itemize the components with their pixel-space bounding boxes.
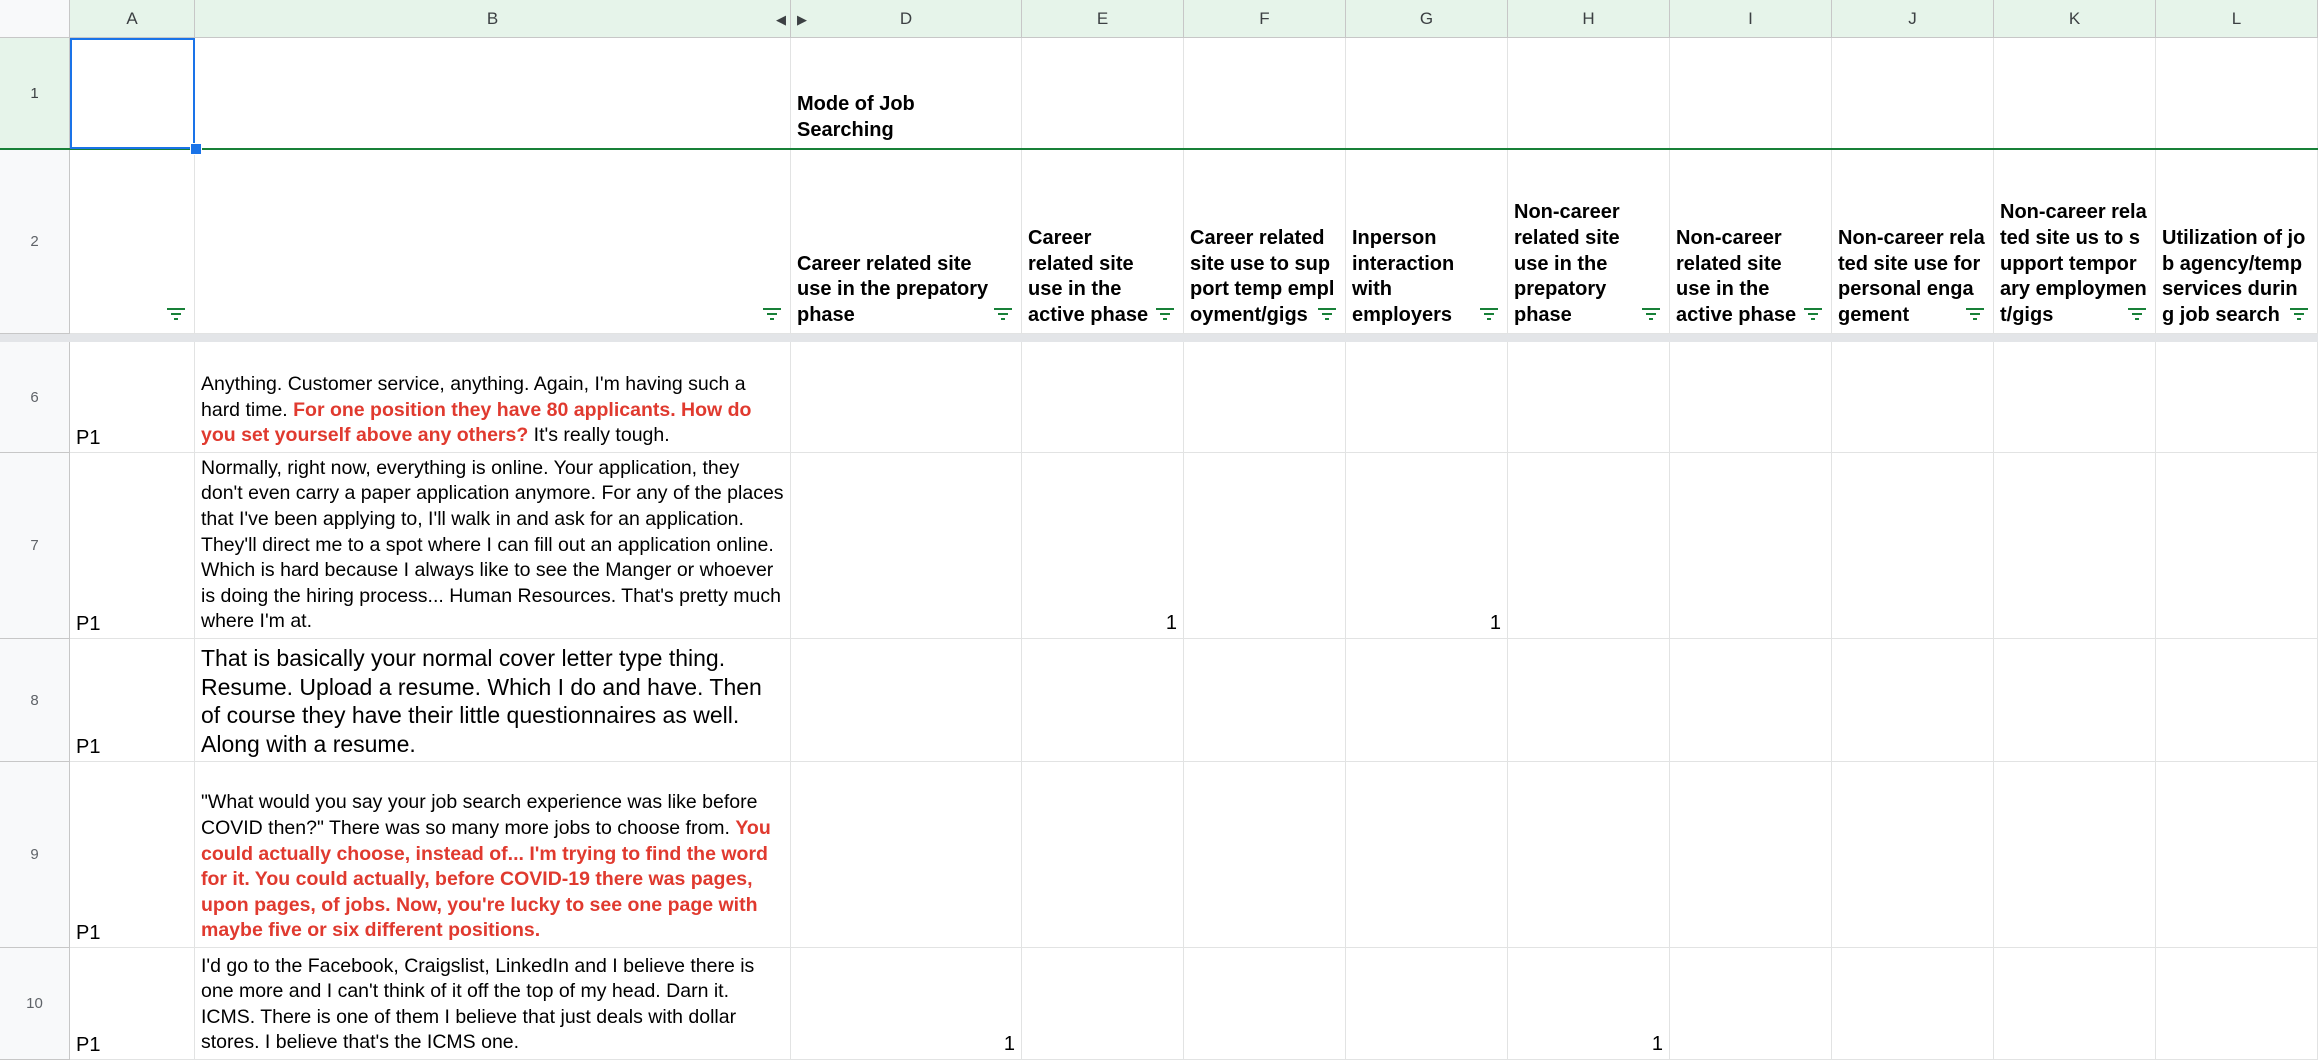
header-inperson-interaction: Inperson interaction with employers xyxy=(1352,226,1455,327)
cell-h8[interactable] xyxy=(1508,639,1670,762)
cell-e10[interactable] xyxy=(1022,948,1184,1060)
filter-icon[interactable] xyxy=(2289,307,2309,321)
header-noncareer-site-prepatory: Non-career related site use in the prepatory phase xyxy=(1514,201,1620,327)
column-label: K xyxy=(2068,8,2081,28)
cell-l9[interactable] xyxy=(2156,762,2318,948)
cell-g8[interactable] xyxy=(1346,639,1508,762)
cell-k9[interactable] xyxy=(1994,762,2156,948)
cell-d8[interactable] xyxy=(791,639,1022,762)
cell-d6[interactable] xyxy=(791,342,1022,453)
filter-icon[interactable] xyxy=(1317,307,1337,321)
row-header-10[interactable] xyxy=(0,948,70,1060)
cell-i9[interactable] xyxy=(1670,762,1832,948)
column-label: D xyxy=(899,8,913,28)
quote-text: I'd go to the Facebook, Craigslist, LinkedIn and I believe there is one more and I can't think of it off the top of my head. Darn it. ICMS. There is one of them I believe that just deals with dollar stores. I believe that's the ICMS one. xyxy=(201,954,755,1054)
cell-d2[interactable] xyxy=(791,149,1022,334)
cell-k7[interactable] xyxy=(1994,453,2156,639)
row-header-1[interactable] xyxy=(0,38,70,149)
cell-a10[interactable] xyxy=(70,948,195,1060)
cell-i2[interactable] xyxy=(1670,149,1832,334)
code-value: 1 xyxy=(1003,1033,1015,1055)
column-header-i[interactable] xyxy=(1670,0,1832,38)
cell-d10[interactable] xyxy=(791,948,1022,1060)
cell-i6[interactable] xyxy=(1670,342,1832,453)
participant-id: P1 xyxy=(76,427,101,449)
cell-d1[interactable] xyxy=(791,38,1022,149)
cell-h6[interactable] xyxy=(1508,342,1670,453)
column-header-d[interactable] xyxy=(791,0,1022,38)
cell-b8[interactable] xyxy=(195,639,791,762)
quote-plain: It's really tough. xyxy=(528,424,670,447)
cell-g9[interactable] xyxy=(1346,762,1508,948)
participant-id: P1 xyxy=(76,736,101,758)
code-value: 1 xyxy=(1165,612,1177,634)
cell-f2[interactable] xyxy=(1184,149,1346,334)
cell-a7[interactable] xyxy=(70,453,195,639)
cell-d9[interactable] xyxy=(791,762,1022,948)
participant-id: P1 xyxy=(76,613,101,635)
cell-h10[interactable] xyxy=(1508,948,1670,1060)
row-number: 1 xyxy=(30,84,39,102)
filter-icon[interactable] xyxy=(993,307,1013,321)
cell-i7[interactable] xyxy=(1670,453,1832,639)
hidden-column-right-arrow-icon[interactable]: ▶ xyxy=(797,12,807,27)
cell-b1[interactable] xyxy=(195,38,791,149)
column-header-b[interactable] xyxy=(195,0,791,38)
quote-text: That is basically your normal cover letter type thing. Resume. Upload a resume. Which I do and have. Then of course they have their little questionnaires as well. Along with a resume. xyxy=(201,645,762,757)
column-header-g[interactable] xyxy=(1346,0,1508,38)
cell-b2[interactable] xyxy=(195,149,791,334)
column-header-k[interactable] xyxy=(1994,0,2156,38)
row-number: 7 xyxy=(30,537,39,554)
row-header-8[interactable] xyxy=(0,639,70,762)
cell-l6[interactable] xyxy=(2156,342,2318,453)
cell-l1[interactable] xyxy=(2156,38,2318,149)
participant-id: P1 xyxy=(76,922,101,944)
row-header-9[interactable] xyxy=(0,762,70,948)
cell-a8[interactable] xyxy=(70,639,195,762)
cell-f8[interactable] xyxy=(1184,639,1346,762)
cell-k10[interactable] xyxy=(1994,948,2156,1060)
cell-h2[interactable] xyxy=(1508,149,1670,334)
quote-plain: "What would you say your job search experience was like before COVID then?" There was so many more jobs to choose from. xyxy=(201,791,758,840)
cell-j10[interactable] xyxy=(1832,948,1994,1060)
active-cell-selection[interactable] xyxy=(70,38,195,149)
frozen-rows-divider[interactable] xyxy=(0,334,2318,342)
row-number: 6 xyxy=(30,388,39,406)
cell-j2[interactable] xyxy=(1832,149,1994,334)
cell-j6[interactable] xyxy=(1832,342,1994,453)
cell-e7[interactable] xyxy=(1022,453,1184,639)
cell-k1[interactable] xyxy=(1994,38,2156,149)
quote-text: Normally, right now, everything is online. Your application, they don't even carry a paper application anymore. For any of the places that I've been applying to, I'll walk in and ask for an application. They'll direct me to a spot where I can fill out an application online. Which is hard because I always like to see the Manger or whoever is doing the hiring process... Human Resources. That's pretty much where I'm at. xyxy=(201,456,784,633)
cell-f9[interactable] xyxy=(1184,762,1346,948)
cell-e8[interactable] xyxy=(1022,639,1184,762)
cell-k8[interactable] xyxy=(1994,639,2156,762)
quote-text xyxy=(201,790,784,944)
cell-g10[interactable] xyxy=(1346,948,1508,1060)
cell-g2[interactable] xyxy=(1346,149,1508,334)
cell-k2[interactable] xyxy=(1994,149,2156,334)
cell-g6[interactable] xyxy=(1346,342,1508,453)
cell-e9[interactable] xyxy=(1022,762,1184,948)
column-label: F xyxy=(1259,8,1270,28)
row-number: 10 xyxy=(26,995,43,1012)
cell-b10[interactable] xyxy=(195,948,791,1060)
cell-d7[interactable] xyxy=(791,453,1022,639)
cell-j8[interactable] xyxy=(1832,639,1994,762)
column-label: G xyxy=(1419,8,1434,28)
cell-f7[interactable] xyxy=(1184,453,1346,639)
column-label: H xyxy=(1582,8,1595,28)
filter-icon[interactable] xyxy=(762,307,782,321)
cell-i1[interactable] xyxy=(1670,38,1832,149)
filter-icon[interactable] xyxy=(1803,307,1823,321)
quote-highlight: For one position they have 80 applicants. How do you set yourself above any others? xyxy=(201,398,752,447)
header-job-agency-temp-services: Utilization of job agency/temp services during job search xyxy=(2162,226,2306,327)
row-header-6[interactable] xyxy=(0,342,70,453)
cell-j9[interactable] xyxy=(1832,762,1994,948)
cell-e6[interactable] xyxy=(1022,342,1184,453)
column-header-e[interactable] xyxy=(1022,0,1184,38)
quote-text xyxy=(201,372,784,449)
select-all-corner[interactable] xyxy=(0,0,70,38)
column-label: J xyxy=(1908,8,1917,28)
filter-icon[interactable] xyxy=(2127,307,2147,321)
cell-l8[interactable] xyxy=(2156,639,2318,762)
column-label: I xyxy=(1748,8,1753,28)
cell-j7[interactable] xyxy=(1832,453,1994,639)
section-header-mode-of-job-searching: Mode of Job Searching xyxy=(797,93,915,142)
cell-h1[interactable] xyxy=(1508,38,1670,149)
filter-icon[interactable] xyxy=(166,307,186,321)
cell-b6[interactable] xyxy=(195,342,791,453)
header-career-site-active: Career related site use in the active phase xyxy=(1028,226,1149,327)
cell-l2[interactable] xyxy=(2156,149,2318,334)
filter-icon[interactable] xyxy=(1641,307,1661,321)
column-header-l[interactable] xyxy=(2156,0,2318,38)
filter-icon[interactable] xyxy=(1479,307,1499,321)
cell-h9[interactable] xyxy=(1508,762,1670,948)
cell-f6[interactable] xyxy=(1184,342,1346,453)
cell-l7[interactable] xyxy=(2156,453,2318,639)
row-number: 2 xyxy=(30,232,39,250)
column-label: L xyxy=(2231,8,2242,28)
code-value: 1 xyxy=(1489,612,1501,634)
cell-i8[interactable] xyxy=(1670,639,1832,762)
header-noncareer-site-active: Non-career related site use in the active phase xyxy=(1676,226,1797,327)
row-header-2[interactable] xyxy=(0,149,70,334)
quote-highlight: You could actually choose, instead of... I'm trying to find the word for it. You could actually, before COVID-19 there was pages, upon pages, of jobs. Now, you're lucky to see one page with maybe five or six different positions. xyxy=(201,817,771,942)
cell-h7[interactable] xyxy=(1508,453,1670,639)
cell-a2[interactable] xyxy=(70,149,195,334)
filter-icon[interactable] xyxy=(1155,307,1175,321)
participant-id: P1 xyxy=(76,1034,101,1056)
cell-j1[interactable] xyxy=(1832,38,1994,149)
column-label: A xyxy=(126,8,138,28)
cell-g7[interactable] xyxy=(1346,453,1508,639)
column-header-h[interactable] xyxy=(1508,0,1670,38)
filter-icon[interactable] xyxy=(1965,307,1985,321)
row-header-7[interactable] xyxy=(0,453,70,639)
cell-g1[interactable] xyxy=(1346,38,1508,149)
cell-f1[interactable] xyxy=(1184,38,1346,149)
cell-i10[interactable] xyxy=(1670,948,1832,1060)
cell-a9[interactable] xyxy=(70,762,195,948)
cell-b9[interactable] xyxy=(195,762,791,948)
header-career-site-temp-gigs: Career related site use to support temp employment/gigs xyxy=(1190,226,1335,327)
column-header-f[interactable] xyxy=(1184,0,1346,38)
cell-f10[interactable] xyxy=(1184,948,1346,1060)
hidden-column-left-arrow-icon[interactable]: ◀ xyxy=(776,12,786,27)
header-noncareer-site-temp-gigs: Non-career related site us to support temporary employment/gigs xyxy=(2000,201,2147,327)
quote-plain: Anything. Customer service, anything. Again, I'm having such a hard time. xyxy=(201,373,746,421)
cell-e2[interactable] xyxy=(1022,149,1184,334)
cell-l10[interactable] xyxy=(2156,948,2318,1060)
column-label: B xyxy=(486,8,499,28)
cell-k6[interactable] xyxy=(1994,342,2156,453)
cell-a6[interactable] xyxy=(70,342,195,453)
code-value: 1 xyxy=(1651,1033,1663,1055)
cell-e1[interactable] xyxy=(1022,38,1184,149)
row-number: 8 xyxy=(30,691,39,709)
row-number: 9 xyxy=(30,846,39,863)
column-header-a[interactable] xyxy=(70,0,195,38)
frozen-row-line[interactable] xyxy=(0,148,2318,150)
fill-handle[interactable] xyxy=(190,143,202,155)
column-label: E xyxy=(1096,8,1109,28)
cell-b7[interactable] xyxy=(195,453,791,639)
header-noncareer-site-personal: Non-career related site use for personal engagement xyxy=(1838,226,1985,327)
column-header-j[interactable] xyxy=(1832,0,1994,38)
header-career-site-prepatory: Career related site use in the prepatory phase xyxy=(797,252,989,327)
